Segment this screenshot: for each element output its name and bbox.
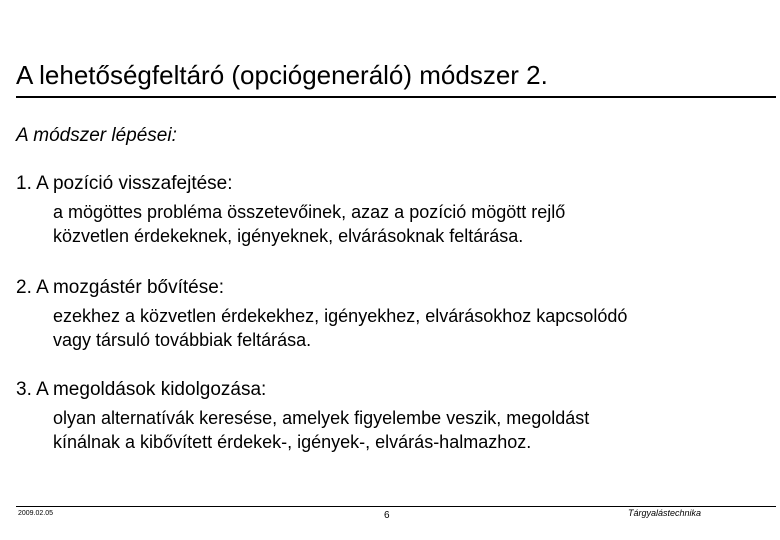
step-2 xyxy=(16,276,772,352)
step-2-heading: 2. A mozgástér bővítése: xyxy=(16,277,225,298)
step-3-line-1: olyan alternatívák keresése, amelyek figyelembe veszik, megoldást xyxy=(53,408,590,428)
page-number: 6 xyxy=(384,510,390,521)
step-2-line-1: ezekhez a közvetlen érdekekhez, igényekhez, elvárásokhoz kapcsolódó xyxy=(53,306,628,326)
step-2-line-2: vagy társuló továbbiak feltárása. xyxy=(53,330,312,350)
step-2-body xyxy=(53,304,772,352)
step-3-heading: 3. A megoldások kidolgozása: xyxy=(16,379,267,400)
title-divider xyxy=(16,96,776,98)
step-3-body xyxy=(53,406,772,454)
step-1-line-2: közvetlen érdekeknek, igényeknek, elvárásoknak feltárása. xyxy=(53,226,524,246)
footer-course-name: Tárgyalástechnika xyxy=(628,508,702,518)
footer-divider xyxy=(16,506,776,507)
steps-subtitle: A módszer lépései: xyxy=(16,125,177,146)
step-3-line-2: kínálnak a kibővített érdekek-, igények-, elvárás-halmazhoz. xyxy=(53,432,532,452)
step-1-heading: 1. A pozíció visszafejtése: xyxy=(16,173,233,194)
step-1-body xyxy=(53,200,772,248)
slide-title: A lehetőségfeltáró (opciógeneráló) módszer 2. xyxy=(16,60,548,90)
footer-date: 2009.02.05 xyxy=(18,510,54,517)
step-1-line-1: a mögöttes probléma összetevőinek, azaz a pozíció mögött rejlő xyxy=(53,202,566,222)
step-3 xyxy=(16,378,772,454)
step-1 xyxy=(16,172,772,248)
